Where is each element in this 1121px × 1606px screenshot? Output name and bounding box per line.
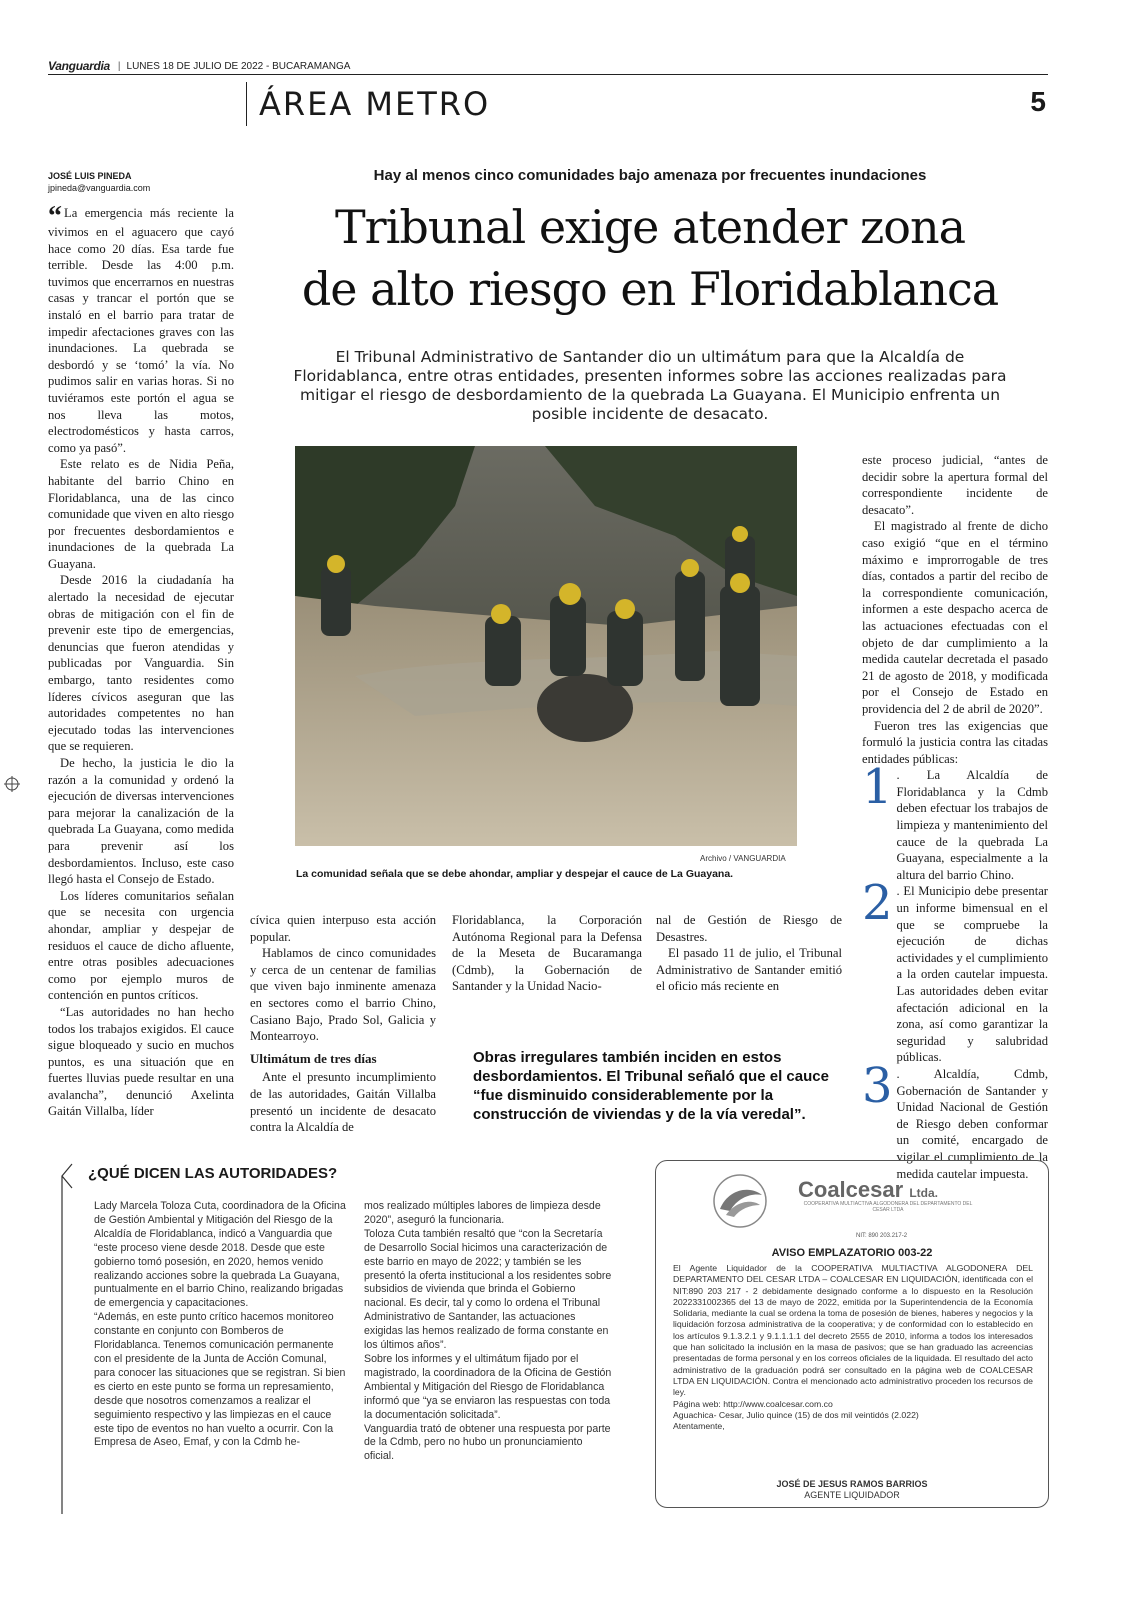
ad-signature: JOSÉ DE JESUS RAMOS BARRIOS AGENTE LIQUIDADOR [776, 1479, 928, 1500]
demand-number: 1 [862, 759, 893, 816]
ad-brand-subtitle: COOPERATIVA MULTIACTIVA ALGODONERA DEL DEPARTAMENTO DEL CESAR LTDA [803, 1201, 973, 1213]
photo-caption: La comunidad señala que se debe ahondar, ampliar y despejar el cauce de La Guayana. [296, 868, 734, 880]
date-line: LUNES 18 DE JULIO DE 2022 - BUCARAMANGA [126, 60, 351, 72]
authorities-title: ¿QUÉ DICEN LAS AUTORIDADES? [88, 1165, 338, 1182]
demand-item: 2 . El Municipio debe presentar un informe bimensual en el que se compruebe la ejecución de dichas actividades y el cumplimiento a la orden cautelar impuesta. Las autoridades deben evitar afectación adicional en la zona, así como garantizar la seguridad y salubridad públicas. [862, 875, 1048, 1065]
ad-nit: NIT: 890 203.217-2 [856, 1233, 908, 1239]
photo-credit: Archivo / VANGUARDIA [700, 854, 786, 863]
article-column-1 [48, 201, 234, 1120]
quote-mark-icon: “ [48, 201, 62, 232]
article-paragraph: Los líderes comunitarios señalan que se necesita con urgencia ahondar, ampliar y despejar de residuos el cauce de dicho afluente, entre otras posibles adecuaciones como por ejemplo muros de contención en puntos críticos. [48, 888, 234, 1003]
subheading: Ultimátum de tres días [250, 1050, 377, 1066]
article-paragraph: este proceso judicial, “antes de decidir sobre la apertura formal del correspondiente incidente de desacato”. [862, 453, 1048, 517]
article-paragraph: “Las autoridades no han hecho todos los trabajos exigidos. El cauce sigue bloqueado y sucio en muchos puntos, es una situación que en fuertes lluvias puede resultar en una avalancha”, denunció Axelinta Gaitán Villalba, líder [48, 1004, 234, 1119]
demand-number: 3 [862, 1057, 893, 1114]
article-paragraph: De hecho, la justicia le dio la razón a la comunidad y ordenó la ejecución de diversas intervenciones para mejorar la canalización de la quebrada La Guayana, como medida para prevenir así los desbordamientos. Incluso, este caso llegó hasta el Consejo de Estado. [48, 756, 234, 887]
headline: Tribunal exige atender zona de alto riesgo en Floridablanca [301, 200, 999, 316]
masthead: Vanguardia | LUNES 18 DE JULIO DE 2022 - BUCARAMANGA [48, 58, 1048, 75]
coalcesar-logo-icon [692, 1171, 788, 1237]
byline [48, 170, 150, 194]
article-paragraph: nal de Gestión de Riesgo de Desastres. [656, 913, 842, 944]
article-paragraph: Desde 2016 la ciudadanía ha alertado la necesidad de ejecutar obras de mitigación con el fin de prevenir este tipo de emergencias, denuncias que fueron atendidas y publicadas por Vanguardia. Sin embargo, tanto residentes como líderes cívicos aseguran que las autoridades competentes no han ejecutado todas las intervenciones que se requieren. [48, 573, 234, 754]
newspaper-logo: Vanguardia [48, 59, 110, 73]
ad-body: El Agente Liquidador de la COOPERATIVA MULTIACTIVA ALGODONERA DEL DEPARTAMENTO DEL CESAR LTDA – COALCESAR EN LIQUIDACIÓN, identificada con el NIT:890 203 217 - 2 debidamente designado conforme a lo dispuesto en la Resolución 2022331002365 del 13 de mayo de 2022, emitida por la Superintendencia de la Economía Solidaria, mediante la cual se ordena la toma de posesión de bienes, haberes y negocios y la liquidación forzosa administrativa de la cooperativa; y de conformidad con lo establecido en los artículos 9.1.3.2.1 y 9.1.1.1.1 del decreto 2555 de 2010, informa a todos los interesados que han solicitado la inclusión en la masa de pasivos; que se han graduado las acreencias presentadas de forma personal y en los correos oficiales de la liquidada. El resultado del acto administrativo de la graduación podrá ser consultado en la página web de COALCESAR LTDA EN LIQUIDACIÓN. Contra el mencionado acto administrativo proceden los recursos de ley. Página web: http://www.coalcesar.com.co Aguachica- Cesar, Julio quince (15) de dos mil veintidós (2.022) Atentamente, [673, 1263, 1033, 1432]
author-email: jpineda@vanguardia.com [48, 183, 151, 193]
ad-brand: Coalcesar Ltda. [798, 1177, 938, 1202]
article-paragraph: El magistrado al frente de dicho caso exigió “que en el término máximo e improrrogable de tres días, contados a partir del recibo de la correspondiente comunicación, informen a este despacho acerca de las actuaciones efectuadas con el objeto de dar cumplimiento a la medida cautelar decretada el pasado 21 de agosto de 2018, y modificada por el Consejo de Estado en providencia del 2 de abril de 2020”. [862, 519, 1048, 716]
author-name: JOSÉ LUIS PINEDA [48, 171, 132, 181]
article-column-2 [250, 912, 436, 1136]
kicker: Hay al menos cinco comunidades bajo amenaza por frecuentes inundaciones [373, 167, 927, 184]
legal-notice-ad [655, 1160, 1049, 1508]
demand-item: 3 . Alcaldía, Cdmb, Gobernación de Santander y Unidad Nacional de Gestión de Riesgo deben conformar un comité, encargado de vigilar el cumplimiento de la medida cautelar impuesta. [862, 1057, 1048, 1181]
subheadline: El Tribunal Administrativo de Santander dio un ultimátum para que la Alcaldía de Floridablanca, entre otras entidades, presenten informes sobre las acciones realizadas para mitigar el riesgo de desbordamiento de la quebrada La Guayana. El Municipio enfrenta un posible incidente de desacato. [293, 348, 1007, 423]
news-photo [295, 446, 797, 846]
bracket-divider [58, 1162, 78, 1516]
section-title: ÁREA METRO [246, 82, 490, 126]
authorities-column-1: Lady Marcela Toloza Cuta, coordinadora de la Oficina de Gestión Ambiental y Mitigación del Riesgo de la Alcaldía de Floridablanca, indicó a Vanguardia que “este proceso viene desde 2018. Desde que este gobierno tomó posesión, en 2020, hemos venido realizando acciones sobre la quebrada La Guayana, puntualmente en el barrio Chino, realizando brigadas de emergencia y capacitaciones. “Además, en este punto crítico hacemos monitoreo constante en conjunto con Bomberos de Floridablanca. Tenemos comunicación permanente con el presidente de la Junta de Acción Comunal, para conocer las situaciones que se registran. Si bien es cierto en este punto se forma un represamiento, desde que nosotros comenzamos a realizar el seguimiento respectivo y las limpiezas en el cauce este tipo de eventos no han vuelto a ocurrir. Con la Empresa de Aseo, Emaf, y con la Cdmb he- [94, 1200, 346, 1449]
registration-mark-icon [4, 776, 20, 792]
authorities-column-2: mos realizado múltiples labores de limpieza desde 2020”, aseguró la funcionaria. Toloza Cuta también resaltó que “con la Secretaría de Desarrollo Social hicimos una caracterización de este barrio en mayo de 2022; y también se les presentó la oferta institucional a los residentes sobre subsidios de vivienda que brinda el Gobierno nacional. Es decir, tal y como lo ordena el Tribunal Administrativo de Santander, las actuaciones exigidas las hemos realizado de forma constante en los últimos años”. Sobre los informes y el ultimátum fijado por el magistrado, la coordinadora de la Oficina de Gestión Ambiental y Mitigación del Riesgo de Floridablanca informó que “ya se enviaron las respuestas con toda la documentación solicitada”. Vanguardia trató de obtener una respuesta por parte de la Cdmb, pero no hubo un pronunciamiento oficial. [364, 1200, 612, 1463]
demand-item: 1 . La Alcaldía de Floridablanca y la Cdmb deben efectuar los trabajos de limpieza y mantenimiento del cauce de la quebrada La Guayana, especialmente a la altura del barrio Chino. [862, 759, 1048, 882]
article-paragraph: El pasado 11 de julio, el Tribunal Administrativo de Santander emitió el oficio más reciente en [656, 946, 842, 994]
pull-quote: Obras irregulares también inciden en estos desbordamientos. El Tribunal señaló que el cauce “fue disminuido considerablemente por la construcción de viviendas y de la vía veredal”. [473, 1049, 829, 1123]
page-number: 5 [1030, 86, 1046, 117]
article-paragraph: Floridablanca, la Corporación Autónoma Regional para la Defensa de la Meseta de Bucaramanga (Cdmb), la Gobernación de Santander y la Unidad Nacio- [452, 913, 642, 994]
article-paragraph: Ante el presunto incumplimiento de las autoridades, Gaitán Villalba presentó un incidente de desacato contra la Alcaldía de [250, 1070, 436, 1135]
article-paragraph: “ La emergencia más reciente la vivimos en el aguacero que cayó hace como 20 días. Esa tarde fue terrible. Desde las 4:00 p.m. tuvimos que encerrarnos en nuestras casas y trancar el portón que se instaló en el barrio para tratar de impedir afectaciones graves con las inundaciones. La quebrada se desbordó y se ‘tomó’ la vía. No pudimos salir en varias horas. Si no tuviéramos este portón el agua se nos lleva las motos, electrodomésticos y hasta carros, como ya pasó”. [48, 201, 234, 455]
article-column-right [862, 452, 1048, 1182]
article-column-3 [452, 912, 642, 995]
article-paragraph: Este relato es de Nidia Peña, habitante del barrio Chino en Floridablanca, una de las cinco comunidade que viven en alto riesgo por frecuentes desbordamientos e inundaciones de la quebrada La Guayana. [48, 457, 234, 571]
article-paragraph: Hablamos de cinco comunidades y cerca de un centenar de familias que viven bajo inminente amenaza en sectores como el barrio Chino, Casiano Bajo, Prado Sol, Galicia y Montearroyo. [250, 946, 436, 1044]
article-column-4 [656, 912, 842, 995]
demand-number: 2 [862, 875, 893, 932]
ad-title: AVISO EMPLAZATORIO 003-22 [771, 1247, 933, 1259]
article-paragraph: cívica quien interpuso esta acción popular. [250, 913, 436, 944]
article-paragraph: Fueron tres las exigencias que formuló la justicia contra las citadas entidades públicas: [862, 718, 1048, 766]
